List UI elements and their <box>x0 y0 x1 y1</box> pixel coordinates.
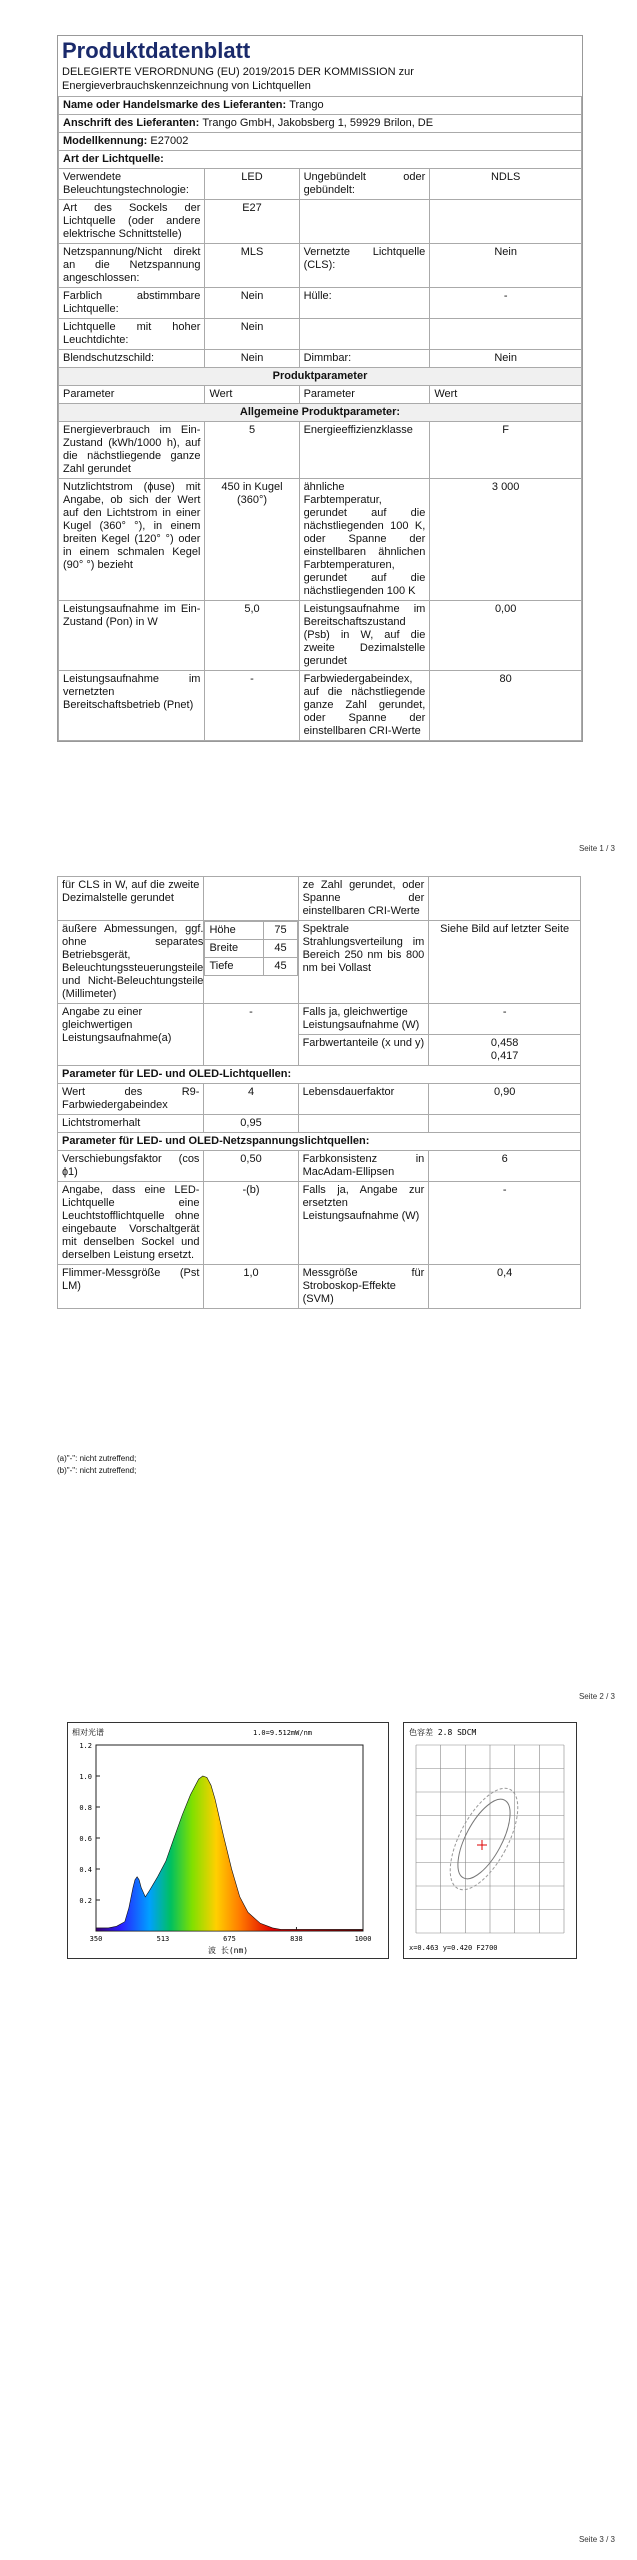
y-tick-label: 1.0 <box>79 1773 92 1781</box>
supplier-name-row <box>59 97 582 115</box>
x-tick-label: 838 <box>290 1935 303 1943</box>
tolerance-readout: x=0.463 y=0.420 F2700 <box>409 1944 498 1952</box>
type-param-value: Nein <box>205 350 299 368</box>
mains-param-value: 1,0 <box>204 1265 298 1309</box>
chromaticity-y: 0,417 <box>490 1050 519 1062</box>
product-parameters-heading: Produktparameter <box>59 368 582 386</box>
chromaticity-label: Farbwertanteile (x und y) <box>298 1035 429 1066</box>
dimensions-label: äußere Abmessungen, ggf. ohne separates Betriebsgerät, Beleuchtungssteuerungsteile und Nicht-Beleuchtungsteile (Millimeter) <box>58 921 204 1004</box>
spectrum-chart <box>68 1723 388 1958</box>
type-param-value-2 <box>430 319 582 350</box>
model-row <box>59 133 582 151</box>
type-row <box>59 288 582 319</box>
color-tolerance-panel <box>403 1722 577 1959</box>
page-number-2: Seite 2 / 3 <box>578 1692 615 1701</box>
mains-param-value: -(b) <box>204 1182 298 1265</box>
spectral-distribution-value: Siehe Bild auf letzter Seite <box>429 921 581 1004</box>
general-param-label-2: Energieeffizienzklasse <box>299 422 430 479</box>
mains-param-value: 0,50 <box>204 1151 298 1182</box>
type-param-label: Farblich abstimmbare Lichtquelle: <box>59 288 205 319</box>
footnote-b: (b)"-": nicht zutreffend; <box>57 1466 137 1475</box>
general-param-label: Nutzlichtstrom (ɸuse) mit Angabe, ob sich der Wert auf den Lichtstrom in einer Kugel (360° °), in einem breiten Kegel (120° °) oder in einem schmalen Kegel (90° °) bezieht <box>59 479 205 601</box>
x-tick-label: 1000 <box>354 1935 372 1943</box>
footnotes <box>57 1453 136 1477</box>
general-row <box>59 422 582 479</box>
mains-row <box>58 1182 581 1265</box>
x-tick-label: 675 <box>223 1935 236 1943</box>
color-tolerance-chart <box>404 1723 576 1958</box>
type-param-value-2: Nein <box>430 244 582 288</box>
type-param-label-2 <box>299 200 430 244</box>
type-param-label-2 <box>299 319 430 350</box>
mains-row <box>58 1151 581 1182</box>
mains-param-label: Verschiebungsfaktor (cos ɸ1) <box>58 1151 204 1182</box>
type-param-value-2 <box>430 200 582 244</box>
type-param-value: Nein <box>205 319 299 350</box>
equivalent-power-watts-label: Falls ja, gleichwertige Leistungsaufnahme (W) <box>298 1004 429 1035</box>
col-header-value: Wert <box>205 386 299 404</box>
y-tick-label: 0.2 <box>79 1897 92 1905</box>
equivalent-power-value: - <box>204 1004 298 1066</box>
type-param-value: LED <box>205 169 299 200</box>
general-param-label: Leistungsaufnahme im Ein-Zustand (Pon) in W <box>59 601 205 671</box>
page-2 <box>0 870 637 1715</box>
general-param-value-2: 0,00 <box>430 601 582 671</box>
model-id: E27002 <box>150 135 189 147</box>
general-row <box>59 671 582 741</box>
type-row <box>59 169 582 200</box>
y-tick-label: 1.2 <box>79 1742 92 1750</box>
supplier-address: Trango GmbH, Jakobsberg 1, 59929 Brilon, DE <box>202 117 434 129</box>
continued-right-text: ze Zahl gerundet, oder Spanne der einstellbaren CRI-Werte <box>298 877 429 921</box>
x-tick-label: 350 <box>89 1935 103 1943</box>
mains-parameters-heading: Parameter für LED- und OLED-Netzspannungslichtquellen: <box>58 1133 581 1151</box>
spectrum-scale: 1.0=9.512mW/nm <box>253 1729 313 1737</box>
datasheet-frame-continued <box>57 876 581 1309</box>
continued-left-text: für CLS in W, auf die zweite Dezimalstelle gerundet <box>58 877 204 921</box>
led-param-value: 0,95 <box>204 1115 298 1133</box>
dimension-value: 75 <box>264 922 297 940</box>
supplier-name: Trango <box>289 99 324 111</box>
type-param-value: Nein <box>205 288 299 319</box>
spectrum-area <box>96 1776 363 1931</box>
general-param-value: - <box>205 671 299 741</box>
chromaticity-values <box>429 1035 581 1066</box>
y-tick-label: 0.8 <box>79 1804 92 1812</box>
equivalent-power-watts-value: - <box>429 1004 581 1035</box>
type-param-label-2: Dimmbar: <box>299 350 430 368</box>
type-param-label: Netzspannung/Nicht direkt an die Netzspannung angeschlossen: <box>59 244 205 288</box>
led-param-value-2: 0,90 <box>429 1084 581 1115</box>
mains-param-label-2: Messgröße für Stroboskop-Effekte (SVM) <box>298 1265 429 1309</box>
col-header-parameter: Parameter <box>59 386 205 404</box>
dimension-name: Tiefe <box>205 958 264 976</box>
type-param-value: MLS <box>205 244 299 288</box>
general-param-value-2: F <box>430 422 582 479</box>
dimension-value: 45 <box>264 940 297 958</box>
type-param-label: Verwendete Beleuchtungstechnologie: <box>59 169 205 200</box>
led-param-label: Wert des R9-Farbwiedergabeindex <box>58 1084 204 1115</box>
general-param-label: Leistungsaufnahme im vernetzten Bereitschaftsbetrieb (Pnet) <box>59 671 205 741</box>
empty-cell <box>204 877 298 921</box>
led-parameters-heading: Parameter für LED- und OLED-Lichtquellen: <box>58 1066 581 1084</box>
y-tick-label: 0.4 <box>79 1866 92 1874</box>
col-header-value-2: Wert <box>430 386 582 404</box>
dimension-name: Höhe <box>205 922 264 940</box>
type-param-label-2: Ungebündelt oder gebündelt: <box>299 169 430 200</box>
mains-row <box>58 1265 581 1309</box>
equivalent-power-label: Angabe zu einer gleichwertigen Leistungsaufnahme(a) <box>58 1004 204 1066</box>
general-param-value: 5,0 <box>205 601 299 671</box>
general-param-label-2: ähnliche Farbtemperatur, gerundet auf die nächstliegenden 100 K, oder Spanne der einstellbaren ähnlichen Farbtemperaturen, gerundet auf die nächstliegenden 100 K <box>299 479 430 601</box>
page-number-3: Seite 3 / 3 <box>578 2535 615 2544</box>
tolerance-title: 色容差 2.8 SDCM <box>409 1728 477 1737</box>
regulation-subtitle: DELEGIERTE VERORDNUNG (EU) 2019/2015 DER KOMMISSION zur Energieverbrauchskennzeichnung von Lichtquellen <box>62 66 414 92</box>
mains-param-label: Flimmer-Messgröße (Pst LM) <box>58 1265 204 1309</box>
type-row <box>59 244 582 288</box>
led-row <box>58 1115 581 1133</box>
col-header-parameter-2: Parameter <box>299 386 430 404</box>
type-row <box>59 350 582 368</box>
general-param-value: 450 in Kugel (360°) <box>205 479 299 601</box>
led-param-label-2: Lebensdauerfaktor <box>298 1084 429 1115</box>
supplier-address-row <box>59 115 582 133</box>
page-title: Produktdatenblatt <box>62 38 251 63</box>
led-param-value: 4 <box>204 1084 298 1115</box>
general-param-value-2: 80 <box>430 671 582 741</box>
general-param-label-2: Leistungsaufnahme im Bereitschaftszustand (Psb) in W, auf die zweite Dezimalstelle gerundet <box>299 601 430 671</box>
supplier-table <box>58 96 582 741</box>
chromaticity-x: 0,458 <box>490 1037 519 1049</box>
led-row <box>58 1084 581 1115</box>
type-row <box>59 319 582 350</box>
type-param-value-2: NDLS <box>430 169 582 200</box>
dimensions-values <box>204 921 298 1004</box>
general-param-label-2: Farbwiedergabeindex, auf die nächstliegende ganze Zahl gerundet, oder Spanne der einstellbaren CRI-Werte <box>299 671 430 741</box>
supplier-name-label: Name oder Handelsmarke des Lieferanten: <box>63 99 287 111</box>
general-parameters-heading: Allgemeine Produktparameter: <box>59 404 582 422</box>
type-param-value: E27 <box>205 200 299 244</box>
mains-param-value-2: 0,4 <box>429 1265 581 1309</box>
general-row <box>59 601 582 671</box>
mains-param-label-2: Falls ja, Angabe zur ersetzten Leistungsaufnahme (W) <box>298 1182 429 1265</box>
led-param-value-2 <box>429 1115 581 1133</box>
footnote-a: (a)"-": nicht zutreffend; <box>57 1454 137 1463</box>
dimension-name: Breite <box>205 940 264 958</box>
type-row <box>59 200 582 244</box>
x-tick-label: 513 <box>156 1935 170 1943</box>
page-number-1: Seite 1 / 3 <box>578 844 615 853</box>
led-param-label: Lichtstromerhalt <box>58 1115 204 1133</box>
mains-param-label-2: Farbkonsistenz in MacAdam-Ellipsen <box>298 1151 429 1182</box>
general-param-value-2: 3 000 <box>430 479 582 601</box>
spectral-distribution-label: Spektrale Strahlungsverteilung im Bereich 250 nm bis 800 nm bei Vollast <box>298 921 429 1004</box>
type-param-label-2: Hülle: <box>299 288 430 319</box>
light-source-type-heading: Art der Lichtquelle: <box>59 151 582 169</box>
type-param-value-2: - <box>430 288 582 319</box>
supplier-address-label: Anschrift des Lieferanten: <box>63 117 200 129</box>
y-tick-label: 0.6 <box>79 1835 92 1843</box>
led-param-label-2 <box>298 1115 429 1133</box>
type-param-label: Blendschutzschild: <box>59 350 205 368</box>
mains-param-value-2: - <box>429 1182 581 1265</box>
model-label: Modellkennung: <box>63 135 148 147</box>
general-param-value: 5 <box>205 422 299 479</box>
mains-param-label: Angabe, dass eine LED-Lichtquelle eine Leuchtstofflichtquelle ohne eingebaute Vorschaltgerät mit denselben Sockel und derselben Leistung ersetzt. <box>58 1182 204 1265</box>
general-param-label: Energieverbrauch im Ein-Zustand (kWh/1000 h), auf die nächstliegende ganze Zahl gerundet <box>59 422 205 479</box>
general-row <box>59 479 582 601</box>
page-1 <box>0 0 637 870</box>
page-3 <box>0 1715 637 2560</box>
type-param-value-2: Nein <box>430 350 582 368</box>
type-param-label: Art des Sockels der Lichtquelle (oder andere elektrische Schnittstelle) <box>59 200 205 244</box>
spectrum-xlabel: 波 长(nm) <box>208 1946 249 1955</box>
spectrum-chart-panel <box>67 1722 389 1959</box>
datasheet-frame <box>57 35 583 742</box>
type-param-label-2: Vernetzte Lichtquelle (CLS): <box>299 244 430 288</box>
dimension-value: 45 <box>264 958 297 976</box>
mains-param-value-2: 6 <box>429 1151 581 1182</box>
type-param-label: Lichtquelle mit hoher Leuchtdichte: <box>59 319 205 350</box>
spectrum-title: 相对光谱 <box>72 1728 104 1737</box>
empty-cell <box>429 877 581 921</box>
parameters-table-continued <box>57 876 581 1309</box>
